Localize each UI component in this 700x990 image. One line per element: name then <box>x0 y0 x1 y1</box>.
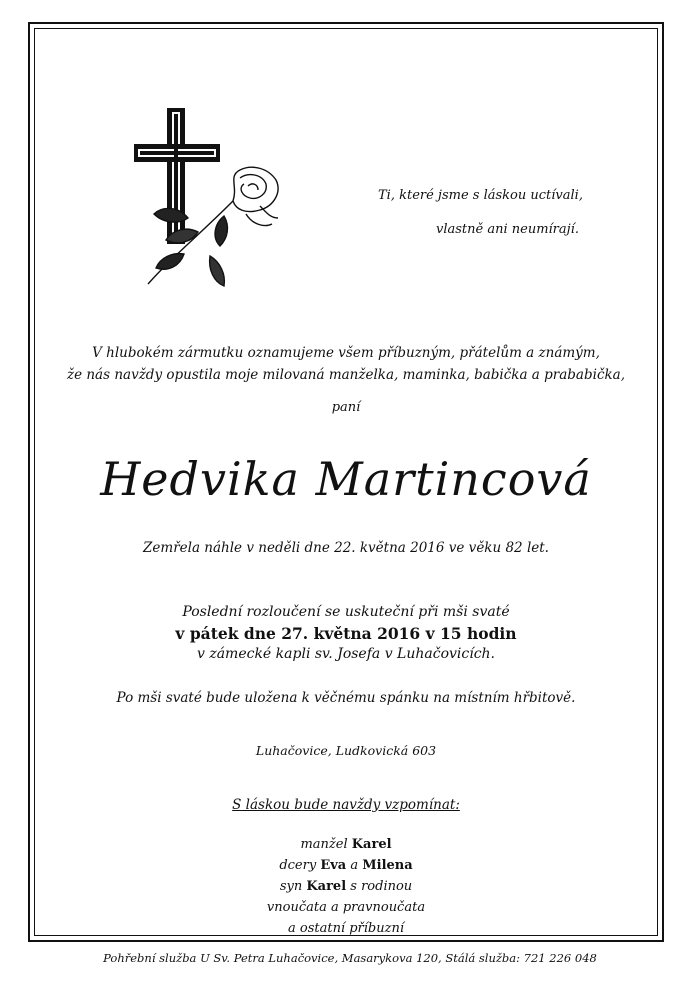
family-address: Luhačovice, Ludkovická 603 <box>255 743 437 758</box>
motto-line-1: Ti, které jsme s láskou uctívali, <box>378 188 583 203</box>
cross-icon <box>134 108 220 244</box>
ceremony-line-1: Poslední rozloučení se uskuteční při mši svaté <box>182 604 510 620</box>
cross-and-rose-emblem <box>128 106 288 306</box>
mourner-row: vnoučata a pravnoučata <box>266 900 426 915</box>
motto-line-2: vlastně ani neumírají. <box>436 222 579 237</box>
remembrance-title: S láskou bude navždy vzpomínat: <box>232 797 460 813</box>
death-notice: Zemřela náhle v neděli dne 22. května 2016 ve věku 82 let. <box>143 540 549 556</box>
salutation: paní <box>331 400 361 415</box>
ceremony-info <box>34 602 658 665</box>
mourner-row: syn Karel s rodinou <box>279 879 413 894</box>
ceremony-location: v zámecké kapli sv. Josefa v Luhačovicích. <box>196 646 496 662</box>
ceremony-date-time: v pátek dne 27. května 2016 v 15 hodin <box>175 624 517 643</box>
announcement <box>34 342 658 386</box>
mourner-row: manžel Karel <box>300 837 392 852</box>
mourners-list <box>34 834 658 939</box>
burial-notice: Po mši svaté bude uložena k věčnému spánku na místním hřbitově. <box>116 690 576 706</box>
funeral-service-footer: Pohřební služba U Sv. Petra Luhačovice, Masarykova 120, Stálá služba: 721 226 048 <box>103 951 597 965</box>
announcement-line-2: že nás navždy opustila moje milovaná manželka, maminka, babička a prababička, <box>66 367 626 383</box>
announcement-line-1: V hlubokém zármutku oznamujeme všem příbuzným, přátelům a známým, <box>92 345 600 361</box>
deceased-name: Hedvika Martincová <box>100 452 592 506</box>
mourner-row: a ostatní příbuzní <box>287 921 404 936</box>
mourner-row: dcery Eva a Milena <box>279 858 413 873</box>
